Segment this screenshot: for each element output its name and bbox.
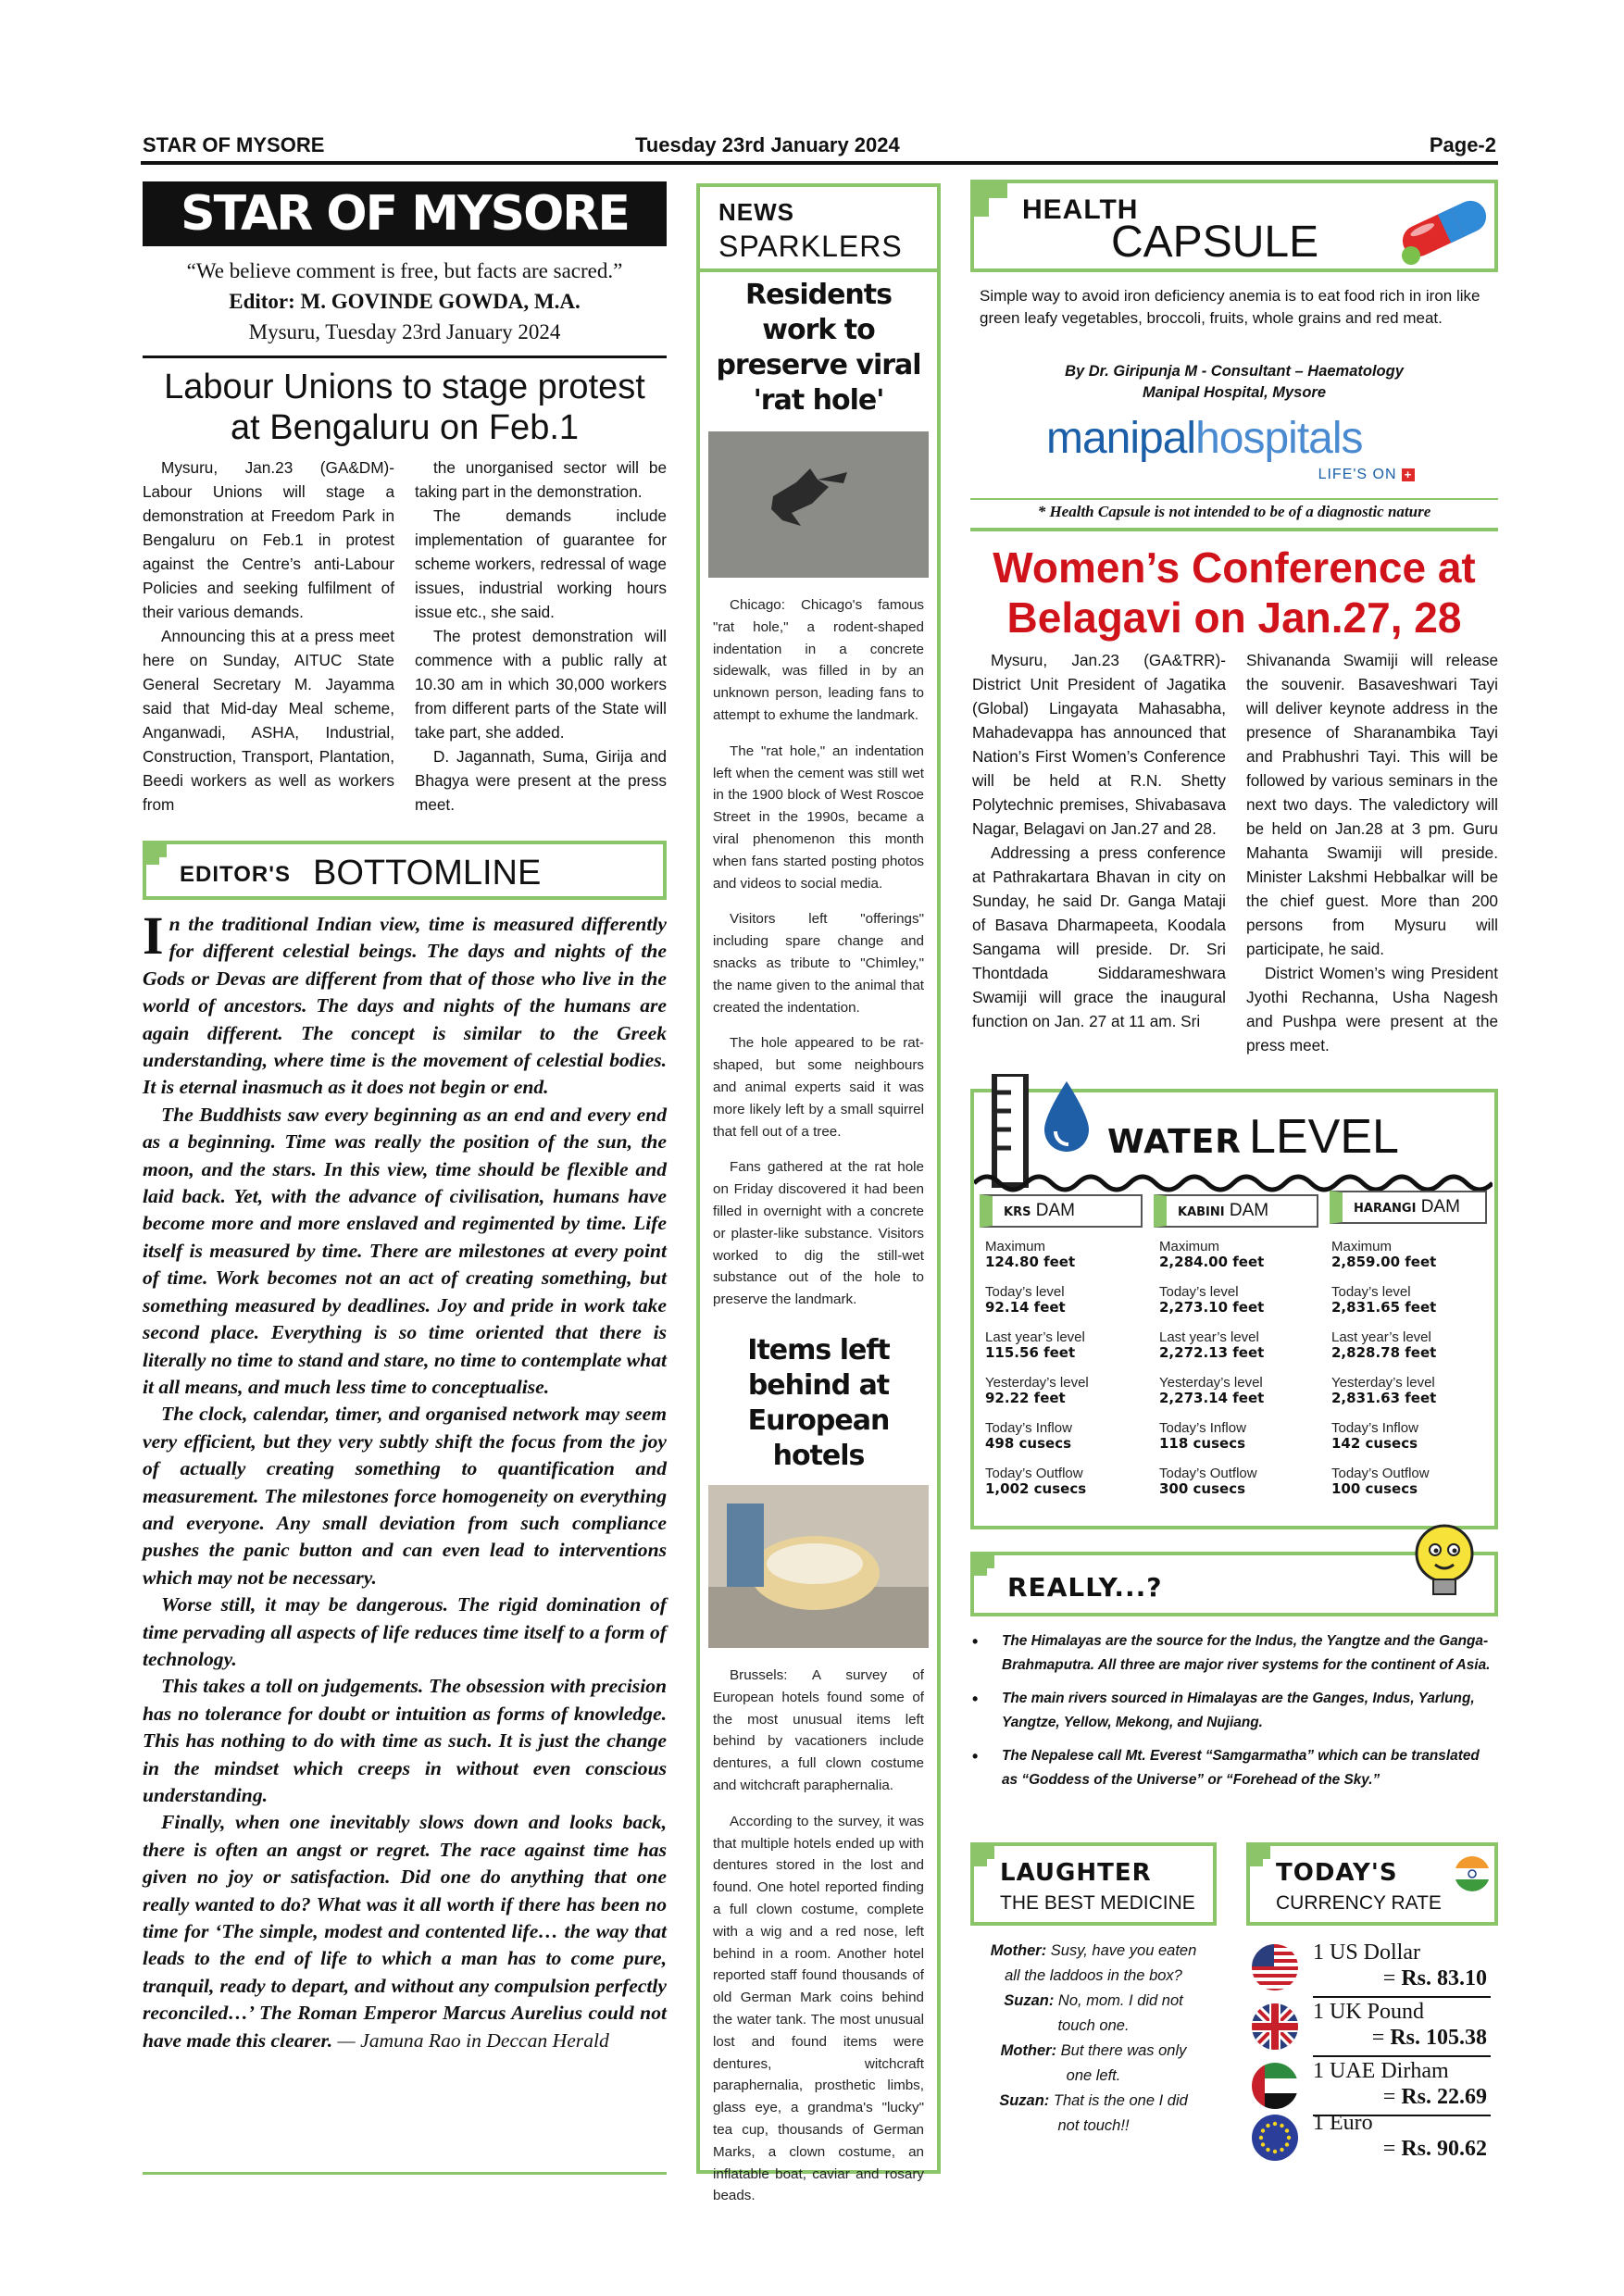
stat-label: Last year’s level — [985, 1329, 1085, 1345]
paragraph: Worse still, it may be dangerous. The rigid domination of time pervading all aspects of life reduces time itself to a form of technology. — [143, 1593, 667, 1670]
issue-date: Tuesday 23rd January 2024 — [635, 133, 900, 156]
dam-name: KABINI — [1178, 1205, 1225, 1219]
joke-line — [970, 1989, 1217, 2039]
joke-line — [970, 2089, 1217, 2139]
stat-label: Today’s Outflow — [1159, 1466, 1257, 1481]
speaker: Suzan: — [1004, 1992, 1055, 2009]
stat-label: Maximum — [1159, 1239, 1220, 1254]
stat-label: Today’s Inflow — [1159, 1420, 1246, 1436]
dentures-image — [708, 1485, 929, 1648]
dateline: Mysuru, Tuesday 23rd January 2024 — [248, 320, 561, 343]
currency-amount — [1372, 2026, 1487, 2051]
stat-value: 2,284.00 feet — [1159, 1254, 1265, 1270]
stat-label: Today’s Inflow — [1331, 1420, 1418, 1436]
divider — [143, 356, 667, 358]
india-flag-icon — [1454, 1855, 1491, 1892]
paragraph: This takes a toll on judgements. The obsession with precision has no tolerance for doubt or intuition as forms of knowledge. This has nothing to do with time as such. It is just the change in the mindset which creeps in without even conscious understanding. — [143, 1675, 667, 1806]
dam-suffix: DAM — [1035, 1201, 1075, 1220]
paragraph: According to the survey, it was that multiple hotels ended up with dentures stored in the lost and found. One hotel reported finding a full clown costume, complete with a wig and a red nose, left behind in a room. Another hotel reported staff found thousands of old German Mark coins behind the water tank. The most unusual lost and found items were dentures, witchcraft paraphernalia, prosthetic limbs, glass eye, a grandma's "lucky" tea cup, thousands of German Marks, a clown costume, an inflatable boat, caviar and rosary beads. — [713, 1813, 924, 2204]
sparklers-label-light: SPARKLERS — [718, 230, 903, 263]
paragraph: District Women’s wing President Jyothi Rechanna, Usha Nagesh and Pushpa were present at the press meet. — [1246, 964, 1498, 1054]
editor-line: Editor: M. GOVINDE GOWDA, M.A. — [229, 290, 581, 313]
paragraph: Fans gathered at the rat hole on Friday discovered it had been filled in overnight with a concrete or plaster-like substance. Visitors worked to dig the still-wet substance out of the hole to preserve the landmark. — [713, 1159, 924, 1308]
equals-sign: = — [1382, 2137, 1402, 2161]
laughter-label-bold: LAUGHTER — [1000, 1859, 1152, 1887]
amount-value: Rs. 83.10 — [1401, 1966, 1487, 1990]
divider — [143, 2172, 667, 2175]
dam-name: HARANGI — [1354, 1202, 1417, 1216]
dam-tab-krs — [980, 1194, 1143, 1228]
bottomline-header — [143, 841, 667, 900]
plus-icon: + — [1402, 468, 1415, 481]
paragraph: Mysuru, Jan.23 (GA&DM)- Labour Unions will stage a demonstration at Freedom Park in Bengaluru on Feb.1 in protest against the Centre’s anti-Labour Policies and seeking fulfilment of their various demands. — [143, 458, 394, 621]
paragraph: the unorganised sector will be taking part in the demonstration. — [415, 458, 667, 501]
stat-label: Today’s level — [985, 1284, 1065, 1300]
logo-text: manipal — [1046, 414, 1196, 463]
page-number: Page-2 — [1429, 133, 1496, 156]
drop-cap: I — [143, 905, 164, 966]
masthead-block — [143, 256, 667, 347]
speaker: Suzan: — [999, 2092, 1050, 2109]
dentures-photo — [708, 1485, 929, 1648]
joke-text: Susy, have you eaten all the laddoos in the box? — [1005, 1942, 1197, 1984]
currency-label-light: CURRENCY RATE — [1276, 1892, 1442, 1914]
sparkler-story-2 — [700, 1333, 937, 2221]
speaker: Mother: — [1000, 2042, 1057, 2059]
health-header — [970, 180, 1498, 272]
fact-item: • The Himalayas are the source for the Indus, the Yangtze and the Ganga-Brahmaputra. All three are major river systems for the continent of Asia. — [970, 1629, 1498, 1678]
lead-headline-line: Labour Unions to stage protest — [164, 368, 645, 406]
bottomline-label-bold: EDITOR'S — [180, 862, 291, 887]
sparkler-story-1 — [700, 278, 937, 1325]
stat-label: Maximum — [1331, 1239, 1393, 1254]
stat-label: Last year’s level — [1331, 1329, 1431, 1345]
currency-amount — [1383, 2137, 1487, 2162]
paragraph: n the traditional Indian view, time is measured differently for different celestial beings. The days and nights of the Gods or Devas are different from that of those who live in the world of ancestors. The days and nights of the humans are again different. The concept is similar to the Greek understanding, where time is the movement of celestial bodies. It is eternal inasmuch as it does not begin or end. — [143, 913, 667, 1099]
masthead-title: STAR OF MYSORE — [143, 181, 667, 246]
health-tip: Simple way to avoid iron deficiency anemia is to eat food rich in iron like green leafy vegetables, broccoli, fruits, whole grains and red meat. — [980, 287, 1480, 327]
paragraph: The "rat hole," an indentation left when the cement was still wet in the 1900 block of West Roscoe Street in the 1990s, became a viral phenomenon this month when fans started posting photos and videos to social media. — [713, 742, 924, 892]
corner-tag — [146, 844, 167, 865]
lead-headline — [143, 367, 667, 448]
paragraph: Visitors left "offerings" including spare change and snacks as tribute to "Chimley," the name given to the animal that created the indentation. — [713, 911, 924, 1016]
currency-name: 1 Euro — [1313, 2111, 1373, 2135]
paragraph: The hole appeared to be rat-shaped, but some neighbours and animal experts said it was more likely left by a small squirrel that fell out of a tree. — [713, 1035, 924, 1140]
divider — [970, 528, 1498, 531]
paragraph: Mysuru, Jan.23 (GA&TRR)- District Unit President of Jagatika (Global) Lingayata Mahasabha, Mahadevappa has announced that Nation’s First Women’s Conference will be held at R.N. Shetty Polytechnic premises, Shivabasava Nagar, Belagavi on Jan.27 and 28. — [972, 651, 1226, 838]
joke-line — [970, 2039, 1217, 2089]
stat-value: 100 cusecs — [1331, 1480, 1418, 1497]
paragraph: The protest demonstration will commence with a public rally at 10.30 am in which 30,000 workers from different parts of the State will take part, she added. — [415, 627, 667, 742]
corner-tag — [974, 1555, 994, 1576]
corner-tag — [974, 1846, 994, 1866]
divider — [970, 498, 1498, 500]
dam-stats-kabini — [1159, 1239, 1326, 1511]
lead-column-a — [143, 455, 394, 817]
stat-value: 118 cusecs — [1159, 1435, 1246, 1452]
really-label: REALLY...? — [1007, 1572, 1163, 1603]
bottomline-label-light: BOTTOMLINE — [313, 854, 542, 892]
story-headline: Items left behind at European hotels — [747, 1334, 890, 1472]
stat-value: 2,273.10 feet — [1159, 1299, 1265, 1316]
paragraph: The Buddhists saw every beginning as an end and every end as a beginning. Time was really the position of the sun, the moon, and the stars. In this view, time should be flexible and laid back. Yet, with the advance of civilisation, humans have become more and more enslaved and regimented by time. Life itself is measured by time. There are milestones at every point of time. Work becomes not an act of creating something, but something measured by deadlines. Joy and pride in work take second place. Everything is so time oriented that there is literally no time to stand and stare, no time to contemplate what it all means, and much less time to conceptualise. — [143, 1103, 667, 1398]
logo-text: hospitals — [1195, 414, 1363, 463]
stat-value: 115.56 feet — [985, 1344, 1076, 1361]
dam-stats-krs — [985, 1239, 1152, 1511]
corner-tag — [1250, 1846, 1270, 1866]
editorial-body — [143, 905, 667, 2054]
really-facts — [970, 1629, 1498, 1802]
health-label-bold: HEALTH — [1022, 194, 1139, 225]
paragraph: Shivananda Swamiji will release the souvenir. Basaveshwari Tayi will deliver keynote address in the presence of Sharanambika Tayi and Prabhushri Tayi. This will be followed by various seminars in the next two days. The valedictory will be held on Jan.28 at 3 pm. Guru Mahanta Swamiji will preside. Minister Lakshmi Hebbalkar will be the chief guest. More than 200 persons from Mysuru will participate, he said. — [1246, 651, 1498, 958]
lead-headline-line: at Bengaluru on Feb.1 — [230, 408, 580, 447]
byline-line: By Dr. Giripunja M - Consultant – Haematology — [1065, 363, 1404, 380]
rat-hole-image — [708, 431, 929, 578]
paragraph: Finally, when one inevitably slows down and looks back, there is often an angst or regret. The race against time has given no joy or satisfaction. Did one do anything that one really wanted to do? What was it all worth if there has been no time for ‘The simple, modest and contented life… the way that leads to the end of life to which a man has to come pure, tranquil, ready to depart, and without any compulsion perfectly reconciled…’ The Roman Emperor Marcus Aurelius could not have made this clearer. — [143, 1811, 667, 2052]
lightbulb-icon — [1407, 1518, 1481, 1611]
conference-headline-line: Belagavi on Jan.27, 28 — [1006, 593, 1462, 642]
amount-value: Rs. 90.62 — [1401, 2137, 1487, 2161]
joke-body — [970, 1939, 1217, 2139]
currency-name: 1 UK Pound — [1313, 2000, 1425, 2024]
stat-value: 142 cusecs — [1331, 1435, 1418, 1452]
story-headline: Residents work to preserve viral 'rat hole' — [716, 279, 921, 417]
corner-tag — [974, 183, 1007, 217]
paragraph: The clock, calendar, timer, and organised network may seem very efficient, but they very subtly shift the focus from the joy of actually creating something to quantification and measurement. The milestones force homogeneity on everything and everyone. Any small deviation from such compliance pushes the panic button and can even lead to interventions which may not be necessary. — [143, 1403, 667, 1589]
logo-tagline — [1318, 467, 1415, 483]
joke-text: No, mom. I did not touch one. — [1054, 1992, 1183, 2034]
page-header — [141, 133, 1498, 165]
dam-name: KRS — [1004, 1205, 1031, 1219]
currency-amount — [1383, 1966, 1487, 1991]
byline-line: Manipal Hospital, Mysore — [1142, 384, 1327, 401]
uae-flag-icon — [1252, 2063, 1298, 2109]
speaker: Mother: — [990, 1942, 1047, 1959]
stat-value: 300 cusecs — [1159, 1480, 1246, 1497]
stat-value: 2,831.65 feet — [1331, 1299, 1437, 1316]
paragraph: Announcing this at a press meet here on Sunday, AITUC State General Secretary M. Jayamma said that Mid-day Meal scheme, Anganwadi, ASHA, Industrial, Construction, Transport, Plantation, Beedi workers as well as workers from — [143, 627, 394, 814]
stat-label: Maximum — [985, 1239, 1046, 1254]
laughter-header — [970, 1842, 1217, 1926]
joke-text: That is the one I did not touch!! — [1049, 2092, 1188, 2134]
manipal-logo — [1046, 413, 1435, 482]
rate-row — [1246, 1939, 1498, 1998]
paper-name: STAR OF MYSORE — [143, 133, 325, 156]
stat-value: 2,272.13 feet — [1159, 1344, 1265, 1361]
stat-value: 2,831.63 feet — [1331, 1390, 1437, 1406]
story-body — [700, 578, 937, 1311]
stat-value: 92.14 feet — [985, 1299, 1066, 1316]
stat-value: 2,273.14 feet — [1159, 1390, 1265, 1406]
amount-value: Rs. 22.69 — [1401, 2085, 1487, 2109]
sparklers-label-bold: NEWS — [718, 198, 794, 226]
stat-label: Today’s Outflow — [985, 1466, 1083, 1481]
stat-value: 92.22 feet — [985, 1390, 1066, 1406]
dam-stats-harangi — [1331, 1239, 1498, 1511]
stat-label: Yesterday’s level — [1159, 1375, 1263, 1391]
rat-hole-photo — [708, 431, 929, 578]
equals-sign: = — [1371, 2026, 1391, 2050]
conference-column-b — [1246, 648, 1498, 1057]
laughter-label-light: THE BEST MEDICINE — [1000, 1892, 1195, 1914]
editorial-credit: — Jamuna Rao in Deccan Herald — [337, 2028, 609, 2052]
currency-label-bold: TODAY'S — [1276, 1859, 1398, 1887]
fact-item: • The main rivers sourced in Himalayas are the Ganges, Indus, Yarlung, Yangtze, Yellow, Mekong, and Nujiang. — [970, 1687, 1498, 1735]
stat-label: Today’s Inflow — [985, 1420, 1072, 1436]
lead-column-b — [415, 455, 667, 817]
health-label-light: CAPSULE — [1111, 218, 1319, 267]
sparklers-header — [696, 183, 941, 272]
currency-name: 1 UAE Dirham — [1313, 2059, 1449, 2083]
water-level-title — [1107, 1109, 1399, 1165]
currency-amount — [1383, 2085, 1487, 2110]
joke-line — [970, 1939, 1217, 1989]
rate-row — [1246, 2109, 1498, 2168]
paragraph: Brussels: A survey of European hotels found some of the most unusual items left behind by vacationers include dentures, a full clown costume and witchcraft paraphernalia. — [713, 1667, 924, 1793]
story-body — [700, 1648, 937, 2207]
health-disclaimer: * Health Capsule is not intended to be of a diagnostic nature — [1037, 503, 1431, 520]
paragraph: Addressing a press conference at Pathrakartara Bhavan in city on Sunday, he said Dr. Ganga Mataji of Basava Dharmapeeta, Koodala Sangama will preside. Dr. Sri Thontdada Siddarameshwara Swamiji will grace the inaugural function on Jan. 27 at 11 am. Sri — [972, 843, 1226, 1030]
fact-item: • The Nepalese call Mt. Everest “Samgarmatha” which can be translated as “Goddess of the Universe” or “Forehead of the Sky.” — [970, 1744, 1498, 1792]
equals-sign: = — [1382, 2085, 1402, 2109]
conference-headline — [970, 543, 1498, 643]
dam-tab-kabini — [1154, 1194, 1318, 1228]
stat-value: 1,002 cusecs — [985, 1480, 1087, 1497]
capsule-icon — [1393, 187, 1496, 270]
conference-column-a — [972, 648, 1226, 1033]
motto: “We believe comment is free, but facts are sacred.” — [186, 259, 623, 282]
us-flag-icon — [1252, 1944, 1298, 1990]
stat-label: Today’s level — [1159, 1284, 1239, 1300]
stat-value: 2,828.78 feet — [1331, 1344, 1437, 1361]
dam-suffix: DAM — [1420, 1197, 1460, 1217]
tagline-text: LIFE'S ON — [1318, 467, 1397, 482]
water-label-bold: WATER — [1107, 1123, 1243, 1161]
uk-flag-icon — [1252, 2003, 1298, 2050]
rate-row — [1246, 1998, 1498, 2057]
rate-row — [1246, 2057, 1498, 2116]
dam-tab-harangi — [1330, 1191, 1487, 1224]
water-label-light: LEVEL — [1249, 1110, 1399, 1164]
stat-label: Today’s level — [1331, 1284, 1411, 1300]
stat-value: 124.80 feet — [985, 1254, 1076, 1270]
equals-sign: = — [1382, 1966, 1402, 1990]
stat-value: 2,859.00 feet — [1331, 1254, 1437, 1270]
paragraph: D. Jagannath, Suma, Girija and Bhagya were present at the press meet. — [415, 747, 667, 814]
conference-headline-line: Women’s Conference at — [993, 543, 1476, 592]
currency-name: 1 US Dollar — [1313, 1940, 1420, 1965]
stat-label: Yesterday’s level — [1331, 1375, 1435, 1391]
stat-value: 498 cusecs — [985, 1435, 1072, 1452]
paragraph: Chicago: Chicago's famous "rat hole," a rodent-shaped indentation in a concrete sidewalk, was filled in by an unknown person, leading fans to attempt to exhume the landmark. — [713, 597, 924, 723]
joke-text: But there was only one left. — [1056, 2042, 1187, 2084]
stat-label: Last year’s level — [1159, 1329, 1259, 1345]
amount-value: Rs. 105.38 — [1390, 2026, 1487, 2050]
dam-suffix: DAM — [1229, 1201, 1269, 1220]
paragraph: The demands include implementation of guarantee for scheme workers, redressal of wage issues, industrial working hours issue etc., she said. — [415, 506, 667, 621]
eu-flag-icon — [1252, 2115, 1298, 2161]
health-byline — [970, 361, 1498, 404]
stat-label: Today’s Outflow — [1331, 1466, 1430, 1481]
currency-header — [1246, 1842, 1498, 1926]
stat-label: Yesterday’s level — [985, 1375, 1089, 1391]
